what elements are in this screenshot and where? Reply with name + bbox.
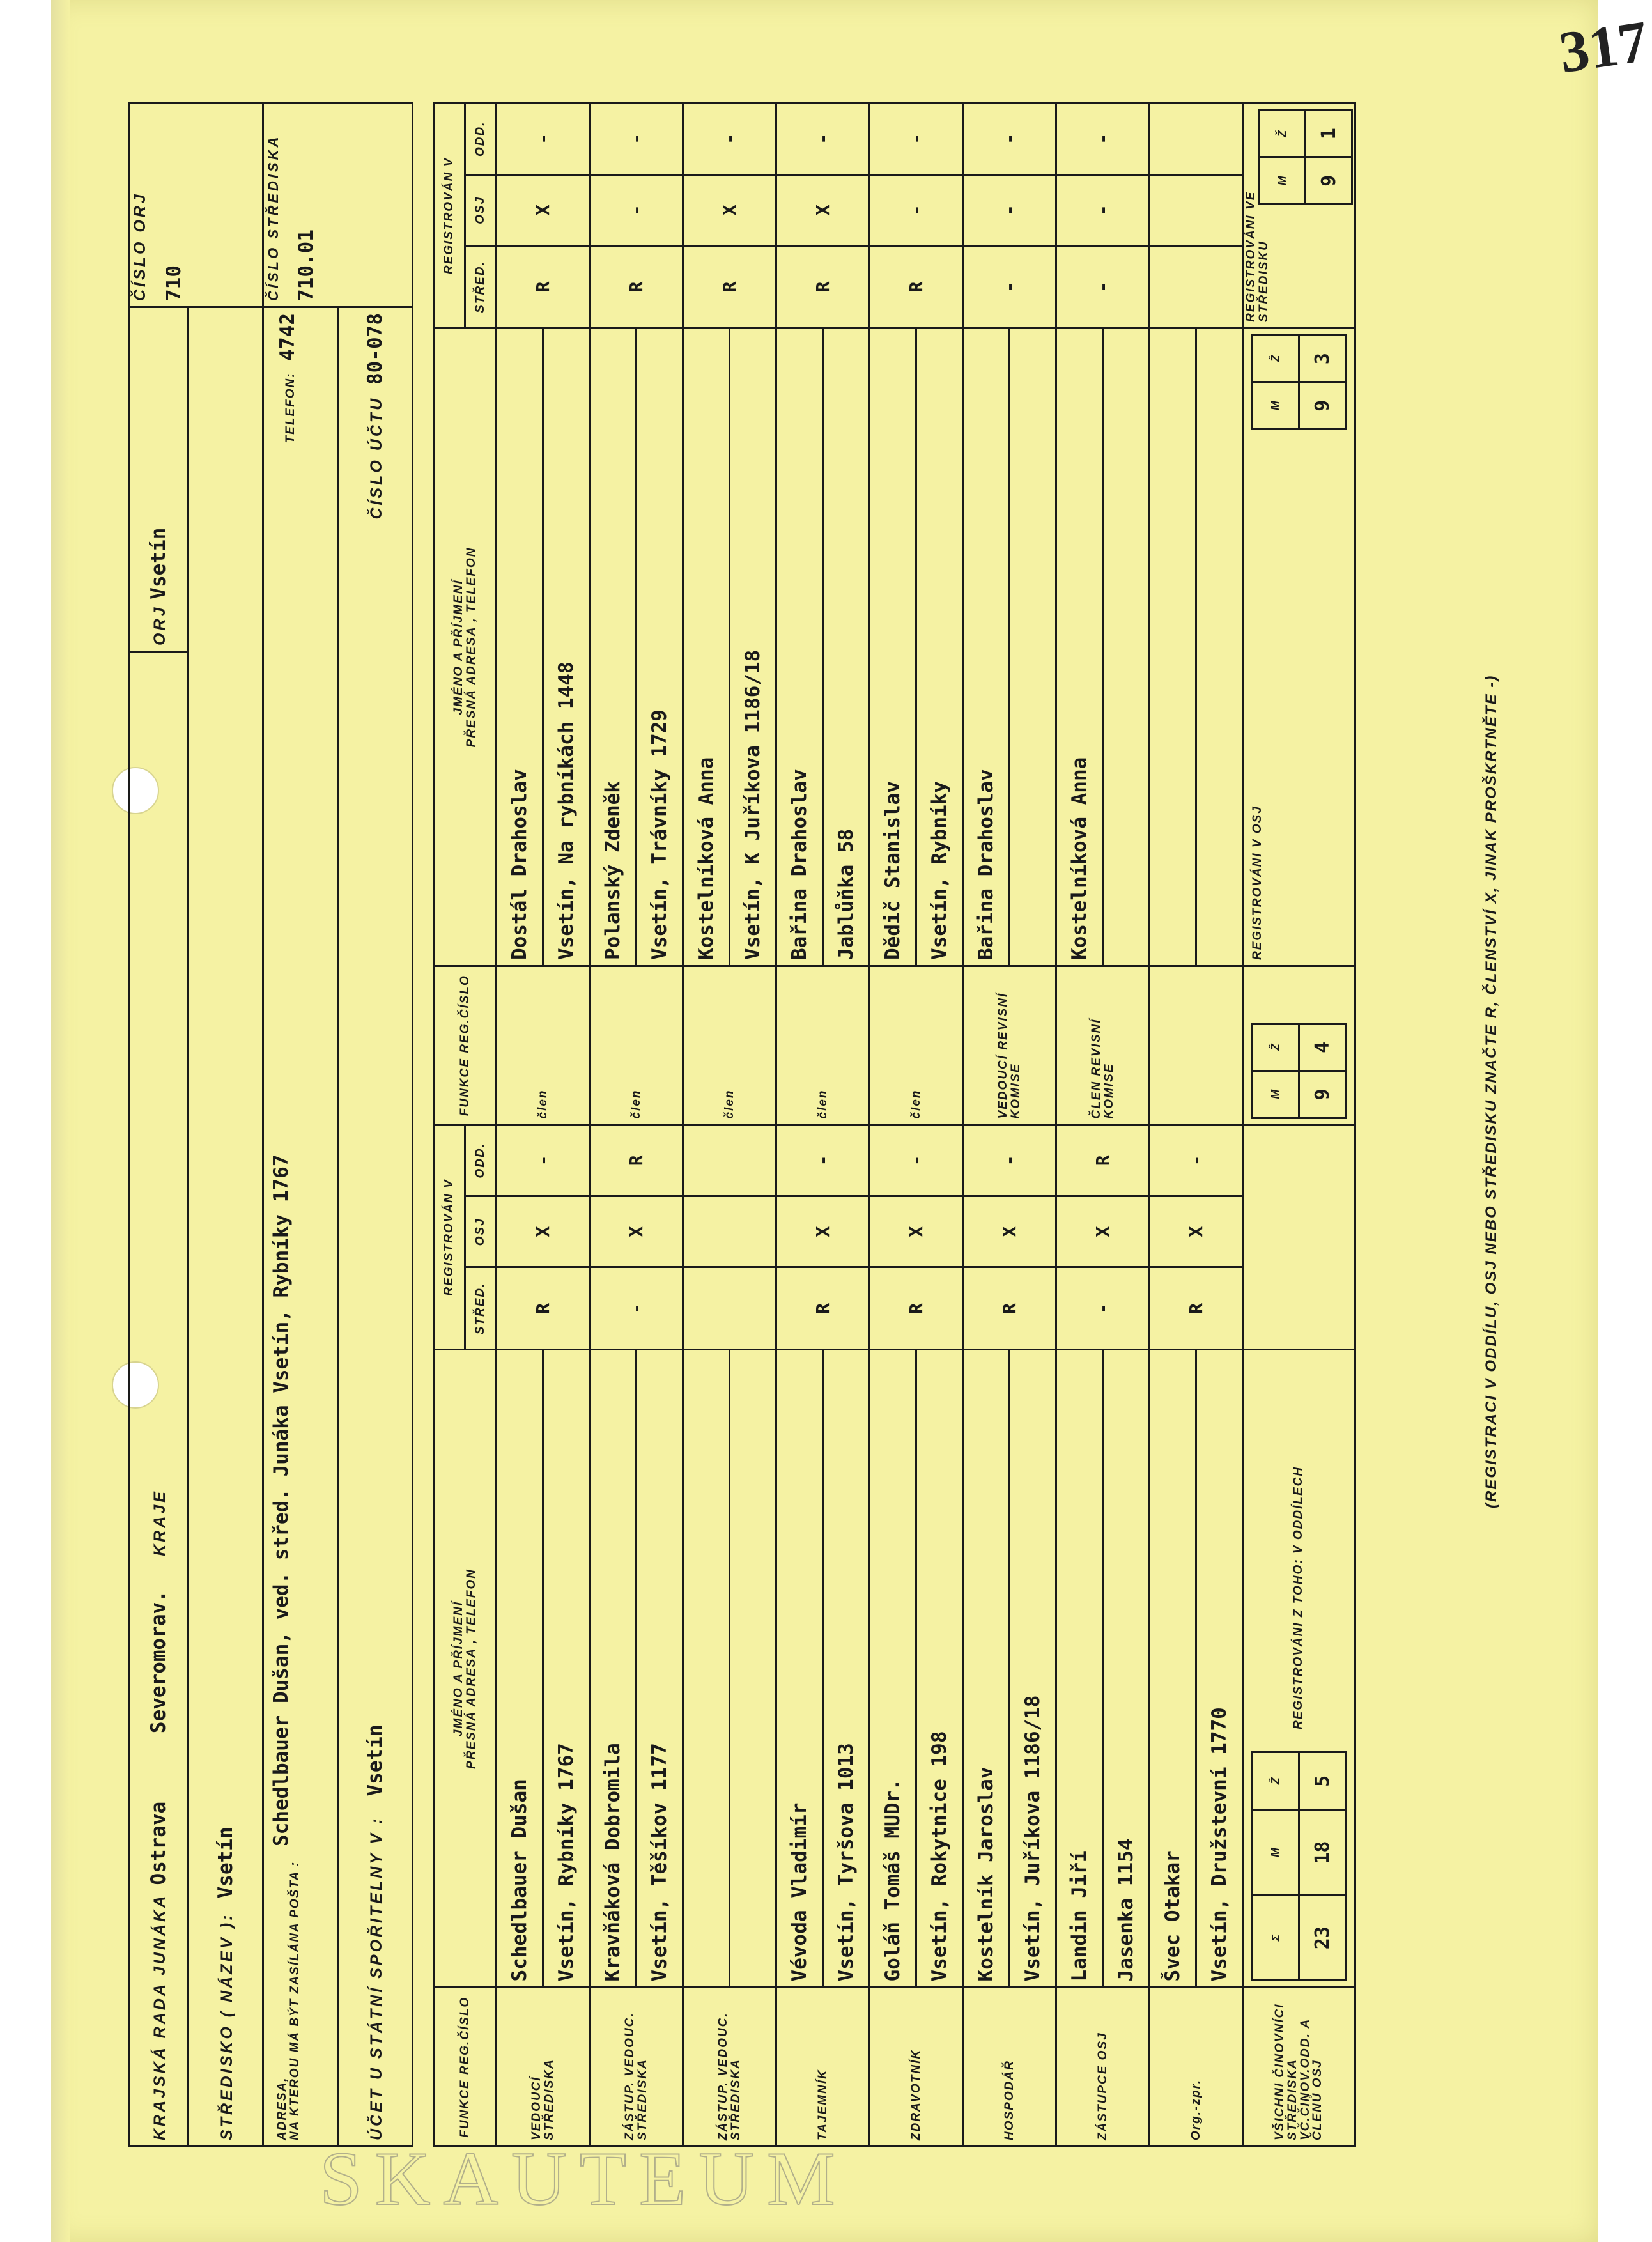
adresa-label-1: ADRESA, [275, 2076, 289, 2140]
header-table [128, 102, 413, 2147]
cislo-strediska-value: 710.01 [295, 229, 318, 301]
left-name: Kravňáková Dobromila [590, 1350, 637, 1988]
left-reg-osj: X [1150, 1196, 1243, 1267]
right-reg-odd: - [683, 104, 776, 175]
right-name: Dostál Drahoslav [497, 328, 543, 966]
right-reg-odd: - [497, 104, 590, 175]
kraje-label: KRAJE [151, 1489, 169, 1556]
registration-note: (REGISTRACI V ODDÍLU, OSJ NEBO STŘEDISKU ZNAČTE R, ČLENSTVÍ X, JINAK PROŠKRTNĚTE -) [1483, 674, 1500, 1508]
left-reg-odd: - [963, 1125, 1056, 1196]
left-reg-osj: X [497, 1196, 590, 1267]
table-row [590, 104, 637, 2147]
left-name: Landin Jiří [1056, 1350, 1103, 1988]
right-address: Vsetín, K Juříkova 1186/18 [730, 328, 776, 966]
cislo-strediska-label: ČÍSLO STŘEDISKA [265, 134, 281, 301]
m-label-3: M [1253, 382, 1299, 429]
right-reg-odd: - [776, 104, 870, 175]
left-function: HOSPODÁŘ [963, 1988, 1056, 2147]
right-reg-stred: R [683, 245, 776, 328]
col-osj-left: OSJ [465, 1196, 497, 1267]
m4-value: 9 [1306, 157, 1352, 205]
left-name [683, 1350, 730, 1988]
stredisko-value: Vsetín [214, 1827, 237, 1899]
m2-value: 9 [1299, 1071, 1346, 1118]
cislo-orj-cell [129, 104, 263, 307]
col-odd-right: ODD. [465, 104, 497, 175]
z4-value: 1 [1306, 111, 1352, 158]
m3-value: 9 [1299, 382, 1346, 429]
right-reg-stred: - [1056, 245, 1150, 328]
z-label-1: Ž [1253, 1752, 1299, 1810]
adresa-label-2: NA KTEROU MÁ BÝT ZASÍLÁNA POŠTA : [288, 1860, 302, 2140]
ucet-label: ÚČET U STÁTNÍ SPOŘITELNY V : [367, 1816, 385, 2140]
right-reg-osj: - [1056, 174, 1150, 245]
telefon-label: TELEFON: [283, 372, 297, 444]
table-row [870, 104, 916, 2147]
right-reg-osj: X [497, 174, 590, 245]
right-reg-osj: - [963, 174, 1056, 245]
right-function: člen [870, 966, 963, 1125]
cislo-strediska-cell [263, 104, 413, 307]
left-address: Vsetín, Družstevní 1770 [1196, 1350, 1243, 1988]
left-address: Vsetín, Juříkova 1186/18 [1010, 1350, 1056, 1988]
ucet-cell [338, 307, 413, 2147]
right-reg-odd: - [870, 104, 963, 175]
members-rows [497, 104, 1243, 2147]
table-row [963, 104, 1010, 2147]
left-reg-odd: R [590, 1125, 683, 1196]
left-function: VEDOUCÍ STŘEDISKA [497, 1988, 590, 2147]
col-jmeno-right-1: JMÉNO A PŘÍJMENÍ [451, 579, 465, 715]
right-reg-osj: - [590, 174, 683, 245]
left-function: ZÁSTUPCE OSJ [1056, 1988, 1150, 2147]
right-name: Kostelníková Anna [683, 328, 730, 966]
handwritten-page-number: 317 [1555, 8, 1652, 86]
right-address: Jablůňka 58 [823, 328, 870, 966]
footer-m2z2-table [1251, 1023, 1347, 1119]
right-reg-stred: R [776, 245, 870, 328]
right-reg-stred: R [870, 245, 963, 328]
right-reg-odd: - [590, 104, 683, 175]
left-reg-odd [683, 1125, 776, 1196]
z3-value: 3 [1299, 335, 1346, 382]
footer-m3z3-table [1251, 334, 1347, 430]
right-name: Bařina Drahoslav [776, 328, 823, 966]
footer-stredisku-cell [1243, 104, 1355, 329]
telefon-value: 4742 [275, 313, 299, 361]
reg-osj-label: REGISTROVÁNI V OSJ [1251, 805, 1264, 960]
left-reg-stred: R [1150, 1267, 1243, 1350]
left-reg-stred: R [963, 1267, 1056, 1350]
left-reg-osj [683, 1196, 776, 1267]
right-function: VEDOUCÍ REVISNÍ KOMISE [963, 966, 1056, 1125]
footer-m2z2-cell [1243, 966, 1355, 1125]
left-reg-osj: X [776, 1196, 870, 1267]
right-function: člen [497, 966, 590, 1125]
footer-osj-cell [1243, 328, 1355, 966]
table-row [683, 104, 730, 2147]
cislo-orj-value: 710 [162, 265, 185, 301]
col-funkce-right: FUNKCE REG.ČÍSLO [434, 966, 497, 1125]
krajska-rada-cell [129, 652, 189, 2147]
members-table [433, 102, 1356, 2147]
col-odd-left: ODD. [465, 1125, 497, 1196]
watermark: SKAUTEUM [320, 2136, 848, 2221]
right-reg-osj: - [870, 174, 963, 245]
adresa-value: Schedlbauer Dušan, ved. střed. Junáka Vsetín, Rybníky 1767 [269, 1154, 293, 1846]
left-reg-odd: R [1056, 1125, 1150, 1196]
col-funkce-left: FUNKCE REG.ČÍSLO [434, 1988, 497, 2147]
krajska-rada-label: KRAJSKÁ RADA JUNÁKA [151, 1893, 169, 2140]
table-row [497, 104, 543, 2147]
col-jmeno-right-2: PŘESNÁ ADRESA , TELEFON [464, 546, 478, 748]
left-reg-stred: R [870, 1267, 963, 1350]
col-jmeno-left [434, 1350, 497, 1988]
reg-stredisku-label: REGISTROVÁNI VE STŘEDISKU [1244, 190, 1270, 322]
right-reg-stred: R [497, 245, 590, 328]
left-function: ZÁSTUP. VEDOUC. STŘEDISKA [683, 1988, 776, 2147]
left-function: ZÁSTUP. VEDOUC. STŘEDISKA [590, 1988, 683, 2147]
col-registrovan-right: REGISTROVÁN V [434, 104, 465, 329]
right-function: člen [590, 966, 683, 1125]
right-address: Vsetín, Rybníky [916, 328, 963, 966]
right-address [1010, 328, 1056, 966]
col-registrovan-left: REGISTROVÁN V [434, 1125, 465, 1350]
m-label-2: M [1253, 1071, 1299, 1118]
cislo-orj-label: ČÍSLO ORJ [131, 192, 149, 301]
orj-label: ORJ [151, 605, 169, 646]
right-name: Kostelníková Anna [1056, 328, 1103, 966]
left-function: TAJEMNÍK [776, 1988, 870, 2147]
left-name: Kostelník Jaroslav [963, 1350, 1010, 1988]
left-name: Švec Otakar [1150, 1350, 1196, 1988]
stredisko-cell [189, 307, 263, 2147]
right-name: Polanský Zdeněk [590, 328, 637, 966]
col-stred-right: STŘED. [465, 245, 497, 328]
right-address [1103, 328, 1150, 966]
left-name: Vévoda Vladimír [776, 1350, 823, 1988]
right-reg-osj: X [683, 174, 776, 245]
right-address [1196, 328, 1243, 966]
table-row [1056, 104, 1103, 2147]
right-address: Vsetín, Trávníky 1729 [637, 328, 683, 966]
left-address [730, 1350, 776, 1988]
z-label-2: Ž [1253, 1024, 1299, 1071]
right-reg-stred [1150, 245, 1243, 328]
left-reg-stred: - [1056, 1267, 1150, 1350]
m-label-4: M [1259, 157, 1306, 205]
table-row [776, 104, 823, 2147]
m-label-1: M [1253, 1810, 1299, 1896]
left-address: Jasenka 1154 [1103, 1350, 1150, 1988]
left-name: Schedlbauer Dušan [497, 1350, 543, 1988]
left-address: Vsetín, Rokytnice 198 [916, 1350, 963, 1988]
right-reg-osj: X [776, 174, 870, 245]
right-function [1150, 966, 1243, 1125]
left-address: Vsetín, Rybníky 1767 [543, 1350, 590, 1988]
left-address: Vsetín, Tyršova 1013 [823, 1350, 870, 1988]
left-reg-odd: - [776, 1125, 870, 1196]
left-reg-odd: - [1150, 1125, 1243, 1196]
left-reg-osj: X [1056, 1196, 1150, 1267]
left-reg-osj: X [963, 1196, 1056, 1267]
left-function: ZDRAVOTNÍK [870, 1988, 963, 2147]
krajska-rada-value: Ostrava [147, 1801, 170, 1885]
col-jmeno-left-2: PŘESNÁ ADRESA , TELEFON [464, 1568, 478, 1769]
right-reg-osj [1150, 174, 1243, 245]
scan-edge [51, 0, 70, 2242]
adresa-cell [263, 307, 338, 2147]
col-osj-right: OSJ [465, 174, 497, 245]
right-address: Vsetín, Na rybníkách 1448 [543, 328, 590, 966]
right-reg-odd: - [963, 104, 1056, 175]
orj-cell [129, 307, 189, 652]
m1-value: 18 [1299, 1810, 1346, 1896]
right-name: Bařina Drahoslav [963, 328, 1010, 966]
z2-value: 4 [1299, 1024, 1346, 1071]
col-jmeno-right [434, 328, 497, 966]
sum-label: Σ [1253, 1895, 1299, 1981]
z-label-4: Ž [1259, 111, 1306, 158]
left-reg-odd: - [870, 1125, 963, 1196]
col-jmeno-left-1: JMÉNO A PŘÍJMENÍ [451, 1600, 465, 1737]
right-reg-stred: - [963, 245, 1056, 328]
left-reg-osj: X [870, 1196, 963, 1267]
footer-m4z4-table [1258, 109, 1353, 205]
col-stred-left: STŘED. [465, 1267, 497, 1350]
kraje-value: Severomorav. [147, 1590, 170, 1734]
right-function: ČLEN REVISNÍ KOMISE [1056, 966, 1150, 1125]
right-function: člen [776, 966, 870, 1125]
stredisko-label: STŘEDISKO ( NÁZEV ): [218, 1912, 236, 2140]
sum-value: 23 [1299, 1895, 1346, 1981]
vsichni-label: VŠICHNI ČINOVNÍCI STŘEDISKA VČ.ČINOV.ODD. A ČLENŮ OSJ [1243, 1988, 1355, 2147]
right-reg-odd [1150, 104, 1243, 175]
left-reg-stred: R [776, 1267, 870, 1350]
left-name: Goláň Tomáš MUDr. [870, 1350, 916, 1988]
cislo-uctu-label: ČÍSLO ÚČTU [367, 396, 385, 520]
right-name: Dědič Stanislav [870, 328, 916, 966]
cislo-uctu-value: 80-078 [364, 313, 387, 385]
right-reg-stred: R [590, 245, 683, 328]
z1-value: 5 [1299, 1752, 1346, 1810]
right-name [1150, 328, 1196, 966]
right-reg-odd: - [1056, 104, 1150, 175]
left-reg-osj: X [590, 1196, 683, 1267]
reg-oddilech-label: REGISTROVÁNI Z TOHO: V ODDÍLECH [1291, 1465, 1305, 1729]
footer-counts-cell [1243, 1350, 1355, 1988]
left-reg-stred: R [497, 1267, 590, 1350]
footer-odd-cell [1243, 1125, 1355, 1350]
left-reg-stred [683, 1267, 776, 1350]
z-label-3: Ž [1253, 335, 1299, 382]
registration-form [128, 102, 1508, 2147]
orj-value: Vsetín [147, 527, 170, 599]
right-function: člen [683, 966, 776, 1125]
left-reg-odd: - [497, 1125, 590, 1196]
left-function: Org.-zpr. [1150, 1988, 1243, 2147]
ucet-value: Vsetín [364, 1724, 387, 1797]
left-reg-stred: - [590, 1267, 683, 1350]
left-address: Vsetín, Těšíkov 1177 [637, 1350, 683, 1988]
footer-counts-table [1251, 1751, 1347, 1981]
table-row [1150, 104, 1196, 2147]
